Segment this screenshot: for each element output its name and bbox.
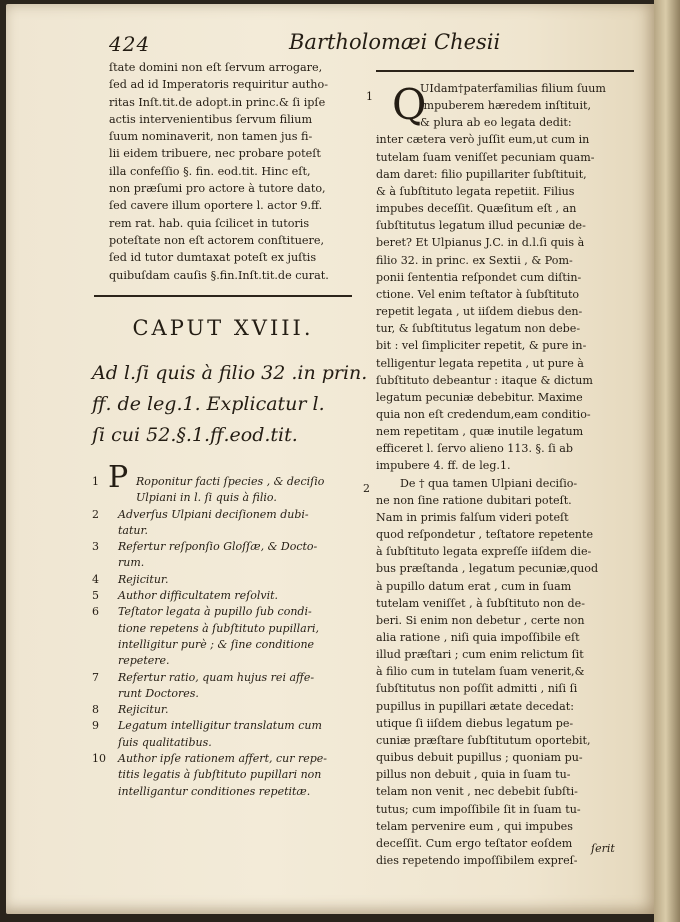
summary-item [92, 670, 354, 703]
summary-line: tatur. [118, 523, 149, 537]
text-line: ſubſtitutus non poſſit admitti , niſi ſi [376, 682, 578, 696]
summary-line: runt Doctores. [118, 686, 199, 700]
text-line: ſed id tutor dumtaxat poteſt ex juſtis [109, 251, 317, 265]
summary-line: Refertur reſponſio Gloſſæ, & Docto- [118, 540, 318, 554]
summary-line: intelligitur purè ; & ſine conditione [118, 637, 315, 651]
text-line: bus præſtanda , legatum pecuniæ,quod [376, 562, 599, 576]
text-line: bit : vel ſimpliciter repetit, & pure in- [376, 339, 587, 353]
text-line: ctione. Vel enim teſtator à ſubſtituto [376, 287, 580, 301]
text-line: ritas Inſt.tit.de adopt.in princ.& ſi ipſe [109, 95, 326, 109]
summary-line: Refertur ratio, quam hujus rei affe- [118, 670, 315, 684]
text-line: De † qua tamen Ulpiani deciſio- [400, 476, 578, 490]
summary-number: 7 [92, 670, 99, 684]
text-line: à ſubſtituto legata expreſſe iiſdem die- [376, 545, 592, 559]
text-line: dies repetendo impoſſibilem expreſ- [376, 854, 578, 868]
section-divider [94, 295, 352, 297]
text-line: ſtate domini non eſt ſervum arrogare, [109, 61, 323, 74]
summary-line: Author ipſe rationem affert, cur repe- [118, 752, 328, 766]
text-line: tutelam veniſſet , à ſubſtituto non de- [376, 596, 585, 610]
text-line: ne non ſine ratione dubitari poteſt. [376, 493, 572, 507]
text-line: beri. Si enim non debetur , certe non [376, 613, 585, 627]
text-line: quibus debuit pupillus ; quoniam pu- [376, 751, 583, 765]
text-line: rem rat. hab. quia ſcilicet in tutoris [109, 216, 310, 230]
text-line: telligentur legata repetita , ut pure à [376, 356, 584, 370]
summary-item [92, 460, 354, 507]
text-line: poteſtate non eſt actorem conſtituere, [109, 233, 325, 247]
text-line: quod reſpondetur , teſtatore repetente [376, 528, 594, 542]
text-line: tutelam ſuam veniſſet pecuniam quam- [376, 150, 595, 164]
text-line: impubere 4. ff. de leg.1. [376, 459, 511, 473]
text-line: inter cætera verò juſſit eum,ut cum in [376, 133, 590, 147]
text-line: legatum pecuniæ debebitur. Maxime [376, 390, 583, 404]
page-number: 424 [109, 32, 151, 56]
text-line: repetit legata , ut iiſdem diebus den- [376, 305, 583, 319]
margin-number: 1 [366, 90, 373, 103]
text-line: tur, & ſubſtitutus legatum non debe- [376, 322, 581, 336]
text-line: quibuſdam cauſis §.fin.Inſt.tit.de curat. [109, 268, 329, 282]
left-column-text [109, 59, 361, 284]
text-line: ſed cavere illum oportere l. actor 9.ff. [109, 199, 323, 213]
text-line: impuberem hæredem inſtituit, [420, 99, 591, 113]
text-line: ſuum nominaverit, non tamen jus fi- [109, 130, 313, 144]
text-line: UIdam†paterfamilias filium ſuum [420, 82, 606, 95]
summary-number: 2 [92, 507, 99, 521]
summary-line: intelligantur conditiones repetitæ. [118, 784, 311, 798]
summary-number: 10 [92, 752, 106, 766]
text-line: impubes deceſſit. Quæſitum eſt , an [376, 202, 577, 216]
text-line: filio 32. in princ. ex Sextii , & Pom- [376, 253, 573, 267]
summary-item [92, 604, 354, 669]
summary-line: repetere. [118, 654, 170, 668]
summary-line: Rejicitur. [118, 572, 169, 586]
margin-number: 2 [363, 482, 370, 495]
text-line: pillus non debuit , quia in ſuam tu- [376, 768, 571, 782]
text-line: alia ratione , niſi quia impoſſibile eſt [376, 631, 580, 644]
summary-line: Adverſus Ulpiani deciſionem dubi- [118, 507, 309, 521]
summary-number: 1 [92, 475, 99, 488]
text-line: illa confeſſio §. fin. eod.tit. Hinc eſt, [109, 164, 311, 178]
column-head-rule [376, 70, 634, 72]
summary-number: 4 [92, 572, 99, 586]
text-line: & à ſubſtituto legata repetiit. Filius [376, 184, 575, 198]
right-column-text [376, 80, 638, 869]
running-title: Bartholomæi Chesii [289, 30, 501, 54]
summary-number: 3 [92, 540, 99, 554]
summary-item [92, 718, 354, 751]
text-line: utique ſi iiſdem diebus legatum pe- [376, 716, 574, 730]
text-line: non præſumi pro actore à tutore dato, [109, 182, 326, 196]
summary-item [92, 588, 354, 604]
text-line: ponii ſententia reſpondet cum diſtin- [376, 270, 582, 284]
headline-line: ff. de leg.1. Explicatur l. [92, 393, 325, 415]
text-line: ſed ad id Imperatoris requiritur autho- [109, 78, 328, 92]
text-line: ſubſtituto debeantur : itaque & dictum [376, 373, 593, 387]
summary-line: rum. [118, 556, 145, 570]
drop-cap: P [108, 460, 129, 495]
summary-line: ſuis qualitatibus. [118, 735, 212, 749]
summary-item [92, 507, 354, 540]
text-line: Nam in primis falſum videri poteſt [376, 510, 569, 524]
text-line: dam daret: filio pupillariter ſubſtituit, [376, 167, 587, 181]
text-line: illud præſtari ; cum enim relictum ſit [376, 648, 584, 662]
text-line: nem repetitam , quæ inutile legatum [376, 425, 584, 439]
chapter-title: CAPUT XVIII. [132, 316, 314, 340]
summary-number: 9 [92, 719, 99, 733]
summary-line: Legatum intelligitur translatum cum [118, 719, 322, 733]
text-line: à filio cum in tutelam ſuam venerit,& [376, 665, 585, 679]
text-line: telam pervenire eum , qui impubes [376, 819, 573, 833]
chapter-summary-list [92, 460, 354, 800]
summary-number: 5 [92, 589, 99, 603]
text-line: ſubſtitutus legatum illud pecuniæ de- [376, 219, 586, 233]
chapter-headline [92, 358, 368, 451]
text-line: quia non eſt credendum,eam conditio- [376, 407, 591, 421]
text-line: cuniæ præſtare ſubſtitutum oportebit, [376, 733, 591, 747]
catchword: ſerit [591, 842, 615, 855]
text-line: telam non venit , nec debebit ſubſti- [376, 785, 578, 799]
summary-line: Ulpiani in l. ſi quis à filio. [136, 491, 277, 505]
headline-line: ſi cui 52.§.1.ff.eod.tit. [92, 424, 298, 446]
text-line: lii eidem tribuere, nec probare poteſt [109, 147, 321, 161]
summary-line: Rejicitur. [118, 703, 169, 717]
summary-item [92, 572, 354, 588]
next-page-edge [654, 0, 680, 922]
summary-line: Teſtator legata à pupillo ſub condi- [118, 605, 312, 619]
summary-line: Roponitur facti ſpecies , & deciſio [136, 475, 325, 488]
summary-item [92, 751, 354, 800]
summary-number: 8 [92, 703, 99, 717]
text-line: actis intervenientibus ſervum filium [109, 112, 313, 126]
summary-line: Author difficultatem reſolvit. [118, 589, 279, 603]
summary-line: titis legatis à ſubſtituto pupillari non [118, 768, 322, 782]
headline-line: Ad l.ſi quis à filio 32 .in prin. [92, 362, 368, 384]
summary-item [92, 539, 354, 572]
book-page [6, 4, 656, 914]
text-line: deceſſit. Cum ergo teſtator eoſdem [376, 836, 573, 850]
summary-line: tione repetens à ſubſtituto pupillari, [118, 621, 319, 635]
summary-item [92, 702, 354, 718]
text-line: tutus; cum impoſſibile ſit in ſuam tu- [376, 802, 581, 816]
text-line: à pupillo datum erat , cum in ſuam [376, 579, 572, 593]
summary-number: 6 [92, 605, 99, 619]
text-line: efficeret l. ſervo alieno 113. §. ſi ab [376, 442, 574, 456]
drop-cap: Q [392, 80, 427, 129]
text-line: pupillus in pupillari ætate decedat: [376, 699, 574, 713]
text-line: & plura ab eo legata dedit: [420, 116, 572, 130]
text-line: beret? Et Ulpianus J.C. in d.l.ſi quis à [376, 236, 585, 250]
